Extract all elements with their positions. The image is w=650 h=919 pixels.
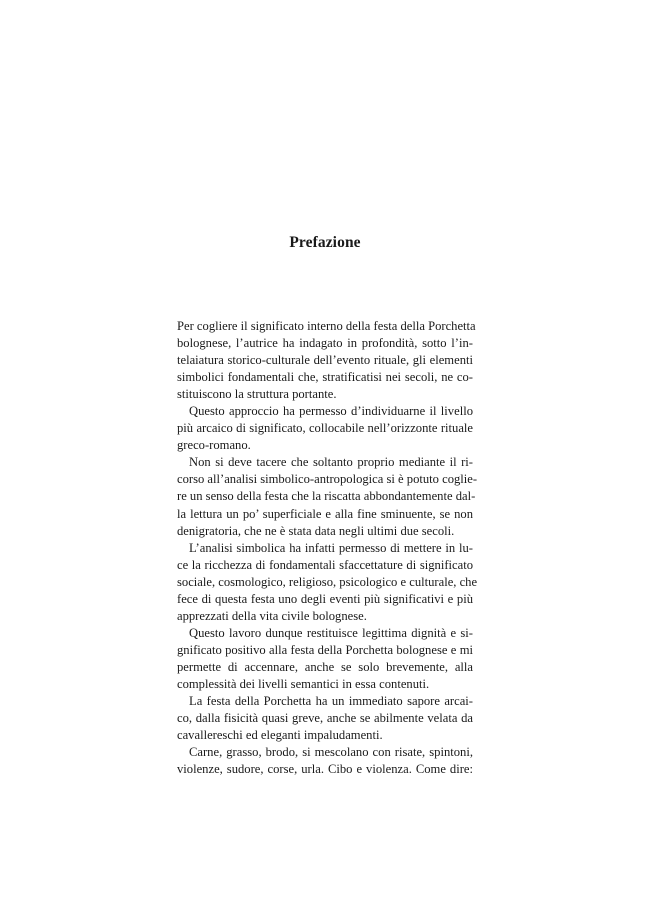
- text-line: complessità dei livelli semantici in essa contenuti.: [177, 676, 430, 691]
- text-line: bolognese, l’autrice ha indagato in profondità, sotto l’in-: [177, 336, 473, 351]
- text-line: permette di accennare, anche se solo brevemente, alla: [177, 659, 473, 674]
- text-line: sociale, cosmologico, religioso, psicologico e culturale, che: [177, 574, 478, 589]
- text-line: stituiscono la struttura portante.: [177, 387, 337, 402]
- text-line: Per cogliere il significato interno della festa della Porchetta: [177, 319, 476, 333]
- text-line: Questo approccio ha permesso d’individuarne il livello: [189, 404, 473, 419]
- text-line: ce la ricchezza di fondamentali sfaccettature di significato: [177, 557, 473, 572]
- text-line: re un senso della festa che la riscatta abbondantemente dal-: [177, 489, 476, 504]
- text-line: più arcaico di significato, collocabile nell’orizzonte rituale: [177, 421, 473, 436]
- text-line: Carne, grasso, brodo, si mescolano con risate, spintoni,: [189, 745, 473, 760]
- text-line: la lettura un po’ superficiale e alla fine sminuente, se non: [177, 506, 473, 521]
- text-line: corso all’analisi simbolico-antropologica si è potuto coglie-: [177, 472, 478, 487]
- text-line: La festa della Porchetta ha un immediato sapore arcai-: [189, 694, 473, 709]
- preface-body: [177, 318, 478, 778]
- text-line: apprezzati della vita civile bolognese.: [177, 608, 367, 623]
- text-line: gnificato positivo alla festa della Porchetta bolognese e mi: [177, 642, 473, 657]
- text-line: co, dalla fisicità quasi greve, anche se abilmente velata da: [177, 711, 473, 726]
- text-line: L’analisi simbolica ha infatti permesso di mettere in lu-: [189, 540, 473, 555]
- page-title: Prefazione: [289, 234, 361, 251]
- text-line: fece di questa festa uno degli eventi più significativi e più: [177, 591, 473, 606]
- text-line: Non si deve tacere che soltanto proprio mediante il ri-: [189, 455, 473, 470]
- text-line: simbolici fondamentali che, stratificatisi nei secoli, ne co-: [177, 370, 473, 385]
- text-line: denigratoria, che ne è stata data negli ultimi due secoli.: [177, 523, 455, 538]
- text-line: greco-romano.: [177, 438, 251, 453]
- text-line: telaiatura storico-culturale dell’evento rituale, gli elementi: [177, 353, 473, 368]
- text-line: cavallereschi ed eleganti impaludamenti.: [177, 728, 383, 743]
- text-line: Questo lavoro dunque restituisce legittima dignità e si-: [189, 625, 473, 640]
- text-line: violenze, sudore, corse, urla. Cibo e violenza. Come dire:: [177, 762, 473, 777]
